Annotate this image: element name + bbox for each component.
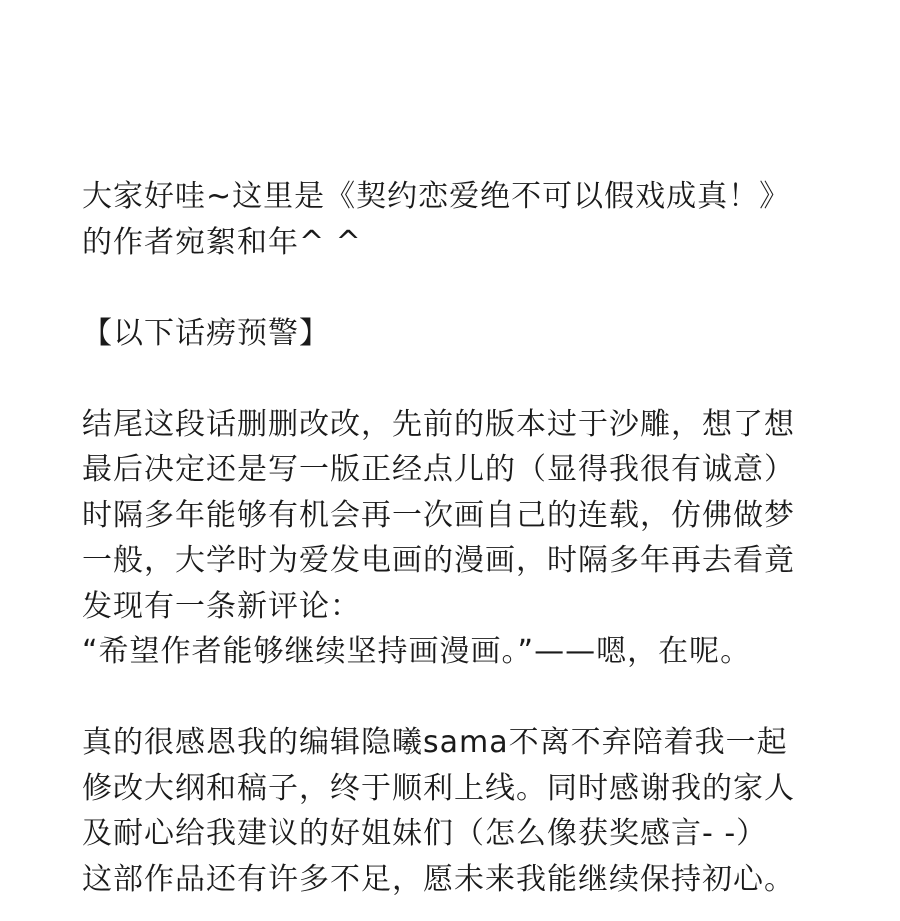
paragraph1-line-4: 一般，大学时为爱发电画的漫画，时隔多年再去看竟 — [82, 543, 795, 578]
spacer — [82, 356, 842, 402]
intro-line-1: 大家好哇~这里是《契约恋爱绝不可以假戏成真！》 — [82, 179, 791, 214]
afterword-text-block — [82, 174, 842, 902]
paragraph2-line-1: 真的很感恩我的编辑隐曦sama不离不弃陪着我一起 — [82, 725, 788, 760]
paragraph2-line-4: 这部作品还有许多不足，愿未来我能继续保持初心。 — [82, 861, 795, 897]
paragraph1-line-5: 发现有一条新评论： — [82, 588, 361, 624]
warning-heading: 【以下话痨预警】 — [82, 315, 330, 351]
paragraph1-quote-line: “希望作者能够继续坚持画漫画。”——嗯，在呢。 — [82, 634, 752, 669]
intro-line-2: 的作者宛絮和年^ ^ — [82, 224, 362, 260]
spacer — [82, 265, 842, 311]
paragraph2-line-3: 及耐心给我建议的好姐妹们（怎么像获奖感言- -） — [82, 816, 768, 851]
paragraph2-line-2: 修改大纲和稿子，终于顺利上线。同时感谢我的家人 — [82, 770, 795, 806]
paragraph1-line-3: 时隔多年能够有机会再一次画自己的连载，仿佛做梦 — [82, 497, 795, 533]
paragraph1-line-1: 结尾这段话删删改改，先前的版本过于沙雕，想了想 — [82, 406, 795, 442]
paragraph1-line-2: 最后决定还是写一版正经点儿的（显得我很有诚意） — [82, 452, 795, 487]
spacer — [82, 675, 842, 721]
